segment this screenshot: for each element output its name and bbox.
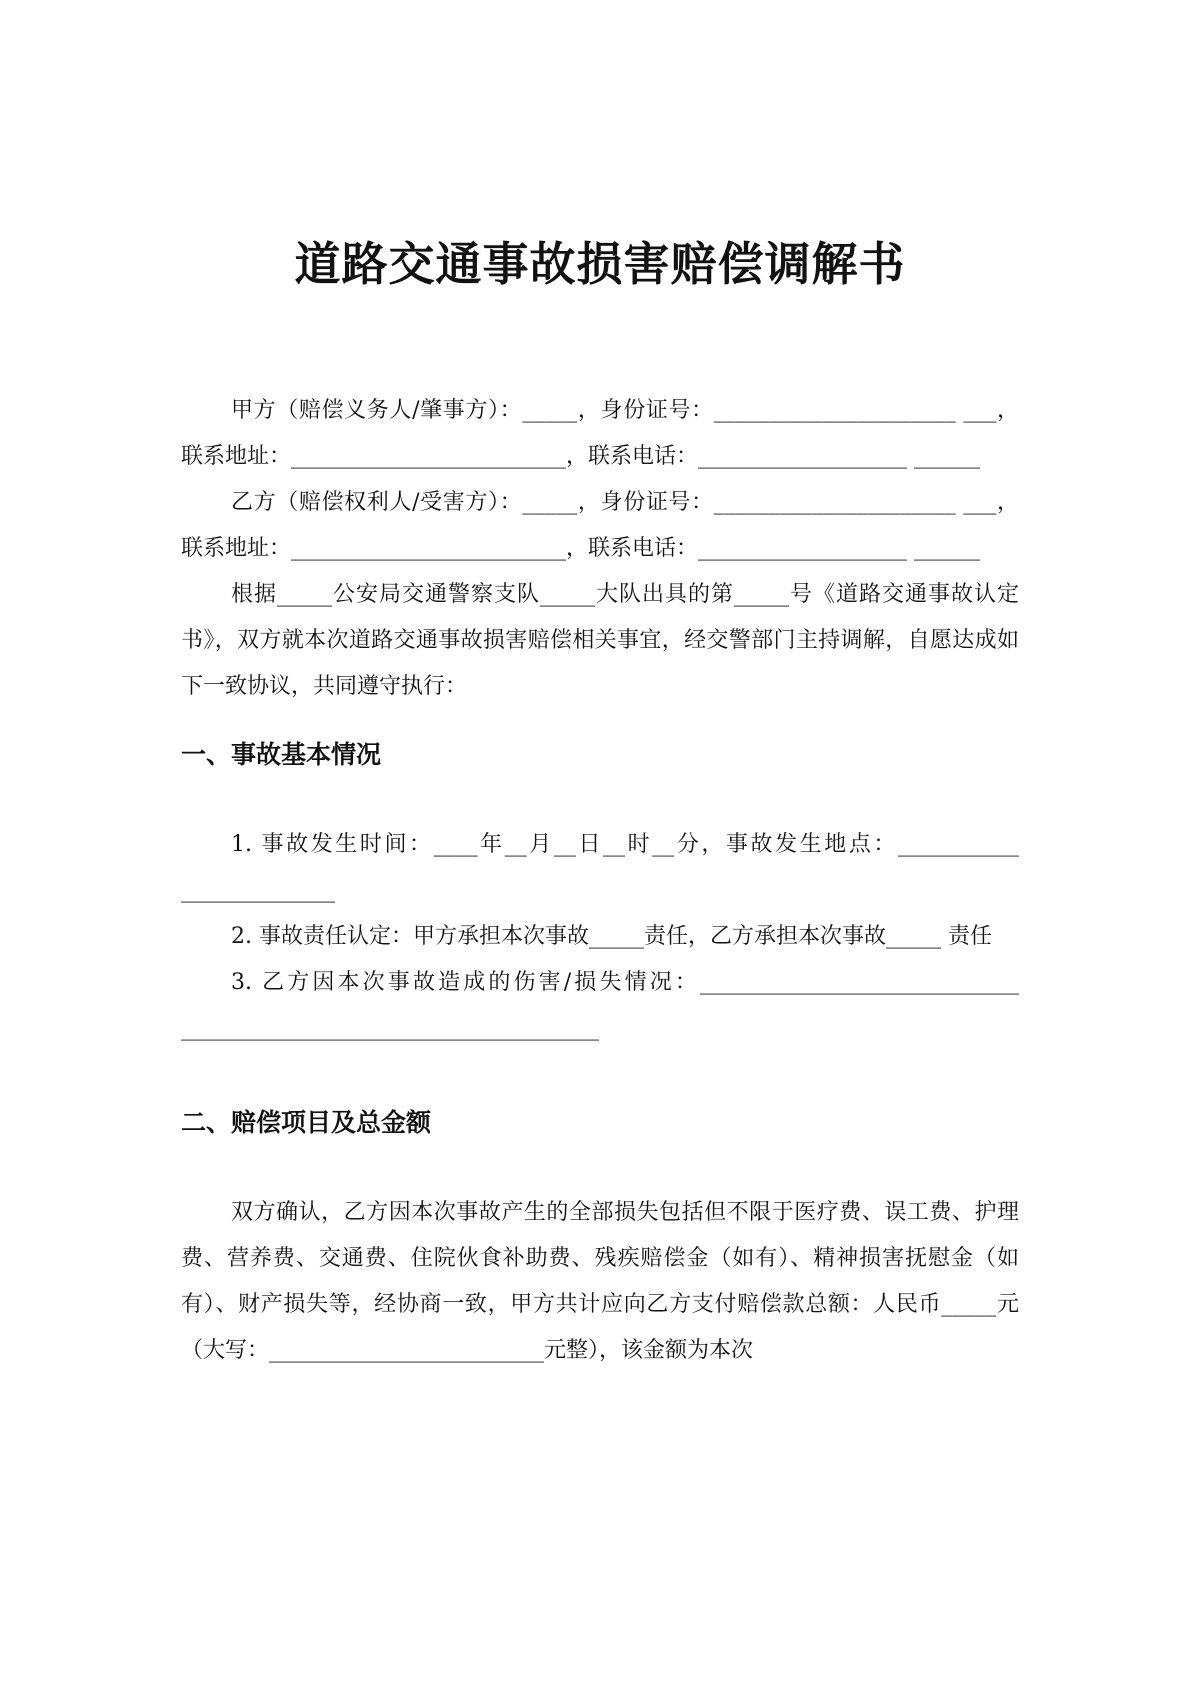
accident-time-place: 1. 事故发生时间：____年__月__日__时__分，事故发生地点：___________ ______________ (181, 832, 1019, 903)
document-page (181, 0, 1019, 1683)
party-a-info: 甲方（赔偿义务人/肇事方）：_____，身份证号：______________________ ___，联系地址：_________________________，联系电话：___________________ ______ (181, 398, 1019, 469)
document-title: 道路交通事故损害赔偿调解书 (294, 237, 906, 291)
document-body (181, 388, 1019, 1374)
liability-determination: 2. 事故责任认定：甲方承担本次事故_____责任，乙方承担本次事故_____ 责任 (231, 924, 992, 949)
section-2-heading: 二、赔偿项目及总金额 (181, 1108, 432, 1137)
section-1-heading: 一、事故基本情况 (181, 740, 382, 769)
compensation-paragraph: 双方确认，乙方因本次事故产生的全部损失包括但不限于医疗费、误工费、护理费、营养费、交通费、住院伙食补助费、残疾赔偿金（如有）、精神损害抚慰金（如有）、财产损失等，经协商一致，甲方共计应向乙方支付赔偿款总额：人民币_____元（大写：_________________________元整），该金额为本次 (181, 1200, 1019, 1363)
injury-loss-description: 3. 乙方因本次事故造成的伤害/损失情况：_____________________________ ______________________________________ (181, 970, 1019, 1041)
preamble-paragraph: 根据_____公安局交通警察支队_____大队出具的第_____号《道路交通事故认定书》，双方就本次道路交通事故损害赔偿相关事宜，经交警部门主持调解，自愿达成如下一致协议，共同遵守执行： (181, 582, 1019, 699)
party-b-info: 乙方（赔偿权利人/受害方）：_____，身份证号：______________________ ___，联系地址：_________________________，联系电话：___________________ ______ (181, 490, 1019, 561)
